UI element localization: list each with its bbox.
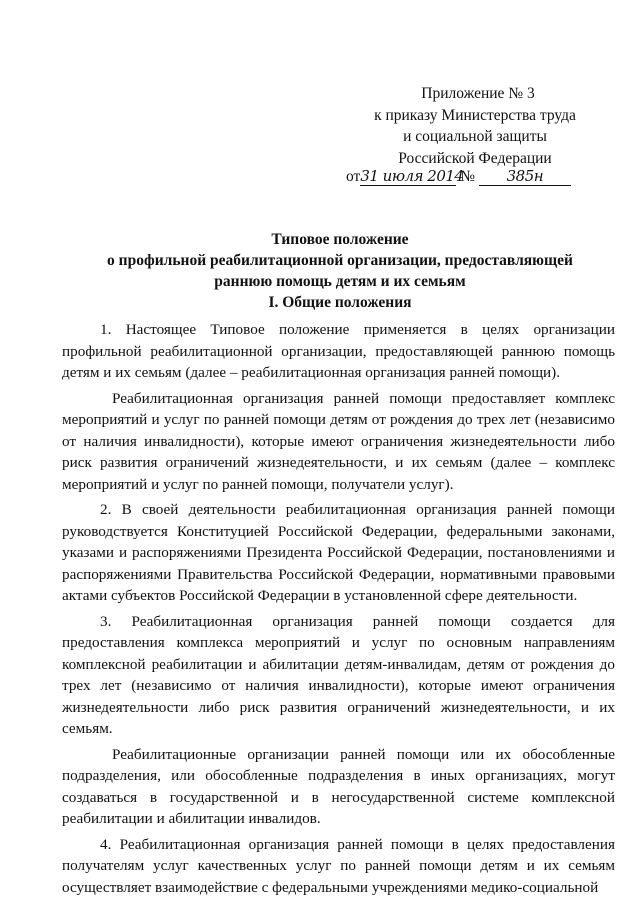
paragraph: 3. Реабилитационная организация ранней помощи создается для предоставления комплекса мероприятий и услуг по основным направлениям комплексной реабилитации и абилитации детям-инвалидам, детям от рождения до трех лет (независимо от наличия инвалидности), которые имеют ограничения жизнедеятельности либо риск развития ограничений жизнедеятельности, и их семьям.	[62, 612, 615, 737]
handwritten-number: 385н	[506, 167, 544, 185]
document-body	[62, 319, 615, 902]
order-date-number-line	[346, 168, 571, 186]
appendix-ministry-line: и социальной защиты	[403, 128, 547, 145]
number-label: №	[460, 168, 475, 185]
appendix-order-line: к приказу Министерства труда	[374, 106, 576, 124]
paragraph: Реабилитационная организация ранней помощи предоставляет комплекс мероприятий и услуг по ранней помощи детям от рождения до трех лет (независимо от наличия инвалидности), которые имеют ограничения жизнедеятельности либо риск развития ограничений жизнедеятельности, и их семьям (далее – комплекс мероприятий и услуг по ранней помощи, получатели услуг).	[62, 389, 615, 493]
appendix-number: Приложение № 3	[421, 85, 535, 102]
section-heading: I. Общие положения	[268, 294, 412, 311]
paragraph: 1. Настоящее Типовое положение применяется в целях организации профильной реабилитационной организации, предоставляющей раннюю помощь детям и их семьям (далее – реабилитационная организация ранней помощи).	[62, 321, 615, 381]
paragraph: 4. Реабилитационная организация ранней помощи в целях предоставления получателям услуг качественных услуг по ранней помощи детям и их семьям осуществляет взаимодействие с федеральными учреждениями медико-социальной	[62, 835, 615, 896]
document-title	[60, 229, 620, 292]
from-label: от	[346, 168, 361, 185]
title-line-1: Типовое положение	[271, 231, 409, 248]
paragraph: Реабилитационные организации ранней помощи или их обособленные подразделения, или обособленные подразделения в иных организациях, могут создаваться в государственной и в негосударственной системе комплексной реабилитации и абилитации инвалидов.	[62, 745, 615, 827]
title-line-2: о профильной реабилитационной организации, предоставляющей	[107, 252, 573, 269]
title-line-3: раннюю помощь детям и их семьям	[214, 273, 466, 290]
paragraph: 2. В своей деятельности реабилитационная организация ранней помощи руководствуется Конституцией Российской Федерации, федеральными законами, указами и распоряжениями Президента Российской Федерации, постановлениями и распоряжениями Правительства Российской Федерации, нормативными правовыми актами субъектов Российской Федерации в установленной сфере деятельности.	[62, 501, 615, 604]
handwritten-date: 31 июля 2014	[360, 167, 464, 185]
appendix-country-line: Российской Федерации	[398, 149, 552, 167]
appendix-header	[330, 83, 620, 169]
